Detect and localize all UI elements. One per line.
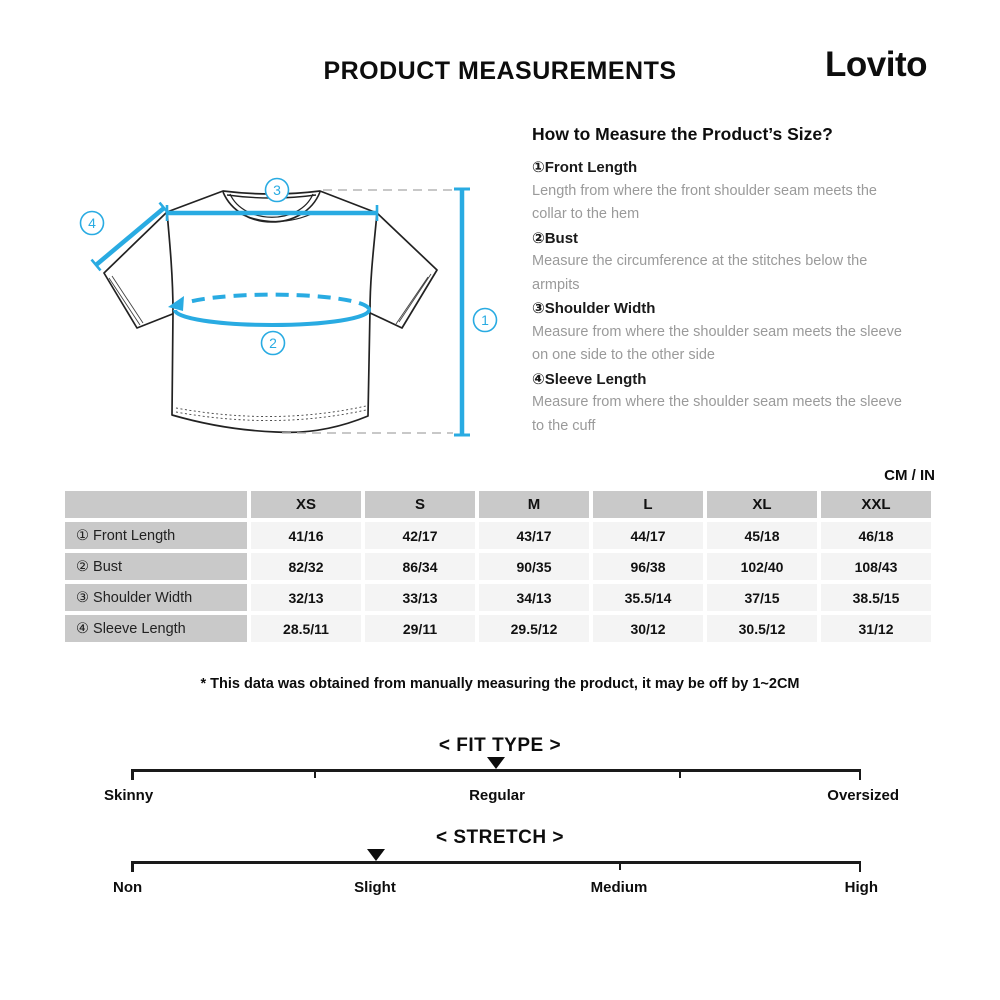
size-value-cell: 30/12 xyxy=(593,615,703,642)
row-label: ① Front Length xyxy=(65,522,247,549)
fit-type-title: < FIT TYPE > xyxy=(438,735,562,756)
stretch-label-slight: Slight xyxy=(354,879,396,896)
brand-logo: Lovito xyxy=(825,45,927,84)
guide-item-label: ①Front Length xyxy=(532,159,638,176)
table-header-row xyxy=(65,491,931,518)
size-value-cell: 32/13 xyxy=(251,584,361,611)
size-value-cell: 82/32 xyxy=(251,553,361,580)
marker-3-label: 3 xyxy=(273,182,281,198)
guide-item-label: ③Shoulder Width xyxy=(532,300,656,317)
size-value-cell: 33/13 xyxy=(365,584,475,611)
size-value-cell: 29.5/12 xyxy=(479,615,589,642)
marker-4-label: 4 xyxy=(88,215,96,231)
row-label: ④ Sleeve Length xyxy=(65,615,247,642)
body-outline xyxy=(167,191,377,432)
size-column-header: XXL xyxy=(821,491,931,518)
guide-item-desc: Measure from where the shoulder seam meets the sleeve on one side to the other side xyxy=(532,323,902,363)
size-value-cell: 31/12 xyxy=(821,615,931,642)
unit-label: CM / IN xyxy=(884,467,935,484)
size-value-cell: 45/18 xyxy=(707,522,817,549)
size-column-header: S xyxy=(365,491,475,518)
scale-tick xyxy=(679,769,681,778)
fit-type-track xyxy=(131,769,861,772)
scale-end-cap xyxy=(859,861,862,872)
scale-tick xyxy=(314,769,316,778)
scale-marker-triangle-icon xyxy=(367,849,385,861)
table-footnote: * This data was obtained from manually measuring the product, it may be off by 1~2CM xyxy=(200,676,800,692)
guide-item-label: ④Sleeve Length xyxy=(532,370,647,388)
size-value-cell: 30.5/12 xyxy=(707,615,817,642)
row-label: ② Bust xyxy=(65,553,247,580)
size-value-cell: 44/17 xyxy=(593,522,703,549)
size-value-cell: 108/43 xyxy=(821,553,931,580)
measure-guide xyxy=(532,124,926,438)
stretch-label-high: High xyxy=(844,879,878,896)
scale-marker-triangle-icon xyxy=(487,757,505,769)
table-row xyxy=(65,522,931,549)
stretch-label-non: Non xyxy=(113,879,143,896)
marker-1-label: 1 xyxy=(481,312,489,328)
size-value-cell: 28.5/11 xyxy=(251,615,361,642)
scale-tick xyxy=(619,861,621,870)
measure-guide-title: How to Measure the Product’s Size? xyxy=(532,124,833,144)
size-value-cell: 96/38 xyxy=(593,553,703,580)
stretch-track xyxy=(131,861,861,864)
guide-item-sleeve-length xyxy=(532,368,926,439)
size-value-cell: 42/17 xyxy=(365,522,475,549)
table-row xyxy=(65,615,931,642)
table-corner-cell xyxy=(65,491,247,518)
fit-type-label-skinny: Skinny xyxy=(104,787,154,804)
size-value-cell: 43/17 xyxy=(479,522,589,549)
size-column-header: XL xyxy=(707,491,817,518)
fit-type-label-regular: Regular xyxy=(469,787,525,804)
table-row xyxy=(65,553,931,580)
scale-end-cap xyxy=(131,861,134,872)
guide-item-bust xyxy=(532,227,926,298)
row-label: ③ Shoulder Width xyxy=(65,584,247,611)
table-row xyxy=(65,584,931,611)
size-column-header: XS xyxy=(251,491,361,518)
size-value-cell: 37/15 xyxy=(707,584,817,611)
right-sleeve-outline xyxy=(368,213,437,328)
guide-item-desc: Measure the circumference at the stitches below the armpits xyxy=(532,253,868,293)
scale-end-cap xyxy=(859,769,862,780)
guide-item-desc: Measure from where the shoulder seam meets the sleeve to the cuff xyxy=(532,394,902,434)
size-value-cell: 41/16 xyxy=(251,522,361,549)
page-title: PRODUCT MEASUREMENTS xyxy=(323,57,677,85)
size-value-cell: 46/18 xyxy=(821,522,931,549)
size-table xyxy=(61,487,935,646)
size-value-cell: 90/35 xyxy=(479,553,589,580)
size-column-header: L xyxy=(593,491,703,518)
size-value-cell: 38.5/15 xyxy=(821,584,931,611)
tshirt-diagram xyxy=(60,150,520,470)
size-value-cell: 86/34 xyxy=(365,553,475,580)
marker-2-label: 2 xyxy=(269,335,277,351)
guide-item-label: ②Bust xyxy=(532,229,579,247)
size-value-cell: 29/11 xyxy=(365,615,475,642)
size-value-cell: 34/13 xyxy=(479,584,589,611)
scale-end-cap xyxy=(131,769,134,780)
stretch-label-medium: Medium xyxy=(590,879,648,896)
guide-item-front-length xyxy=(532,156,926,227)
fit-type-label-oversized: Oversized xyxy=(827,787,899,804)
size-value-cell: 35.5/14 xyxy=(593,584,703,611)
size-column-header: M xyxy=(479,491,589,518)
guide-item-shoulder-width xyxy=(532,297,926,368)
guide-item-desc: Length from where the front shoulder seam meets the collar to the hem xyxy=(532,182,877,222)
size-value-cell: 102/40 xyxy=(707,553,817,580)
stretch-title: < STRETCH > xyxy=(436,827,564,848)
